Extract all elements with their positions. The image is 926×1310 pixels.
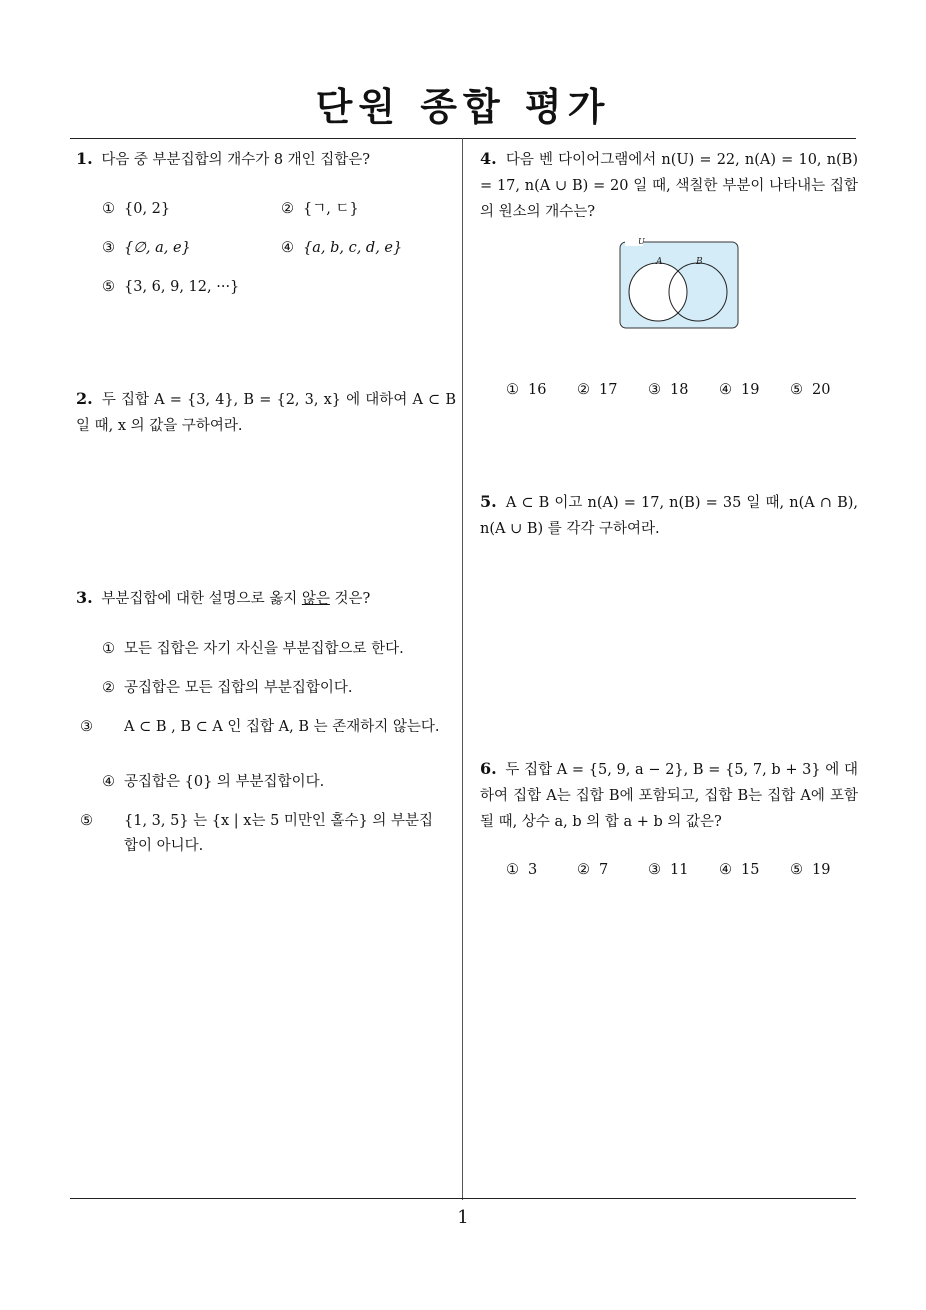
option-4[interactable] (281, 236, 402, 260)
option-text: {1, 3, 5} 는 {x | x는 5 미만인 홀수} 의 부분집합이 아니다. (124, 813, 434, 854)
option-number: ② (102, 680, 115, 696)
option-text: 20 (812, 382, 831, 398)
question-text: 부분집합에 대한 설명으로 옳지 (101, 591, 302, 607)
option-1[interactable] (102, 197, 170, 221)
option-number: ④ (281, 240, 294, 256)
option-text: 17 (599, 382, 618, 398)
set-a-circle (629, 263, 687, 321)
question-text-end: 것은? (329, 591, 371, 607)
question-number: 1. (76, 149, 93, 168)
option-2[interactable] (281, 197, 359, 221)
option-number: ④ (719, 382, 732, 398)
universe-label: U (638, 237, 645, 246)
set-b-label: B (696, 257, 703, 267)
option-number: ② (577, 382, 590, 398)
page-title: 단원 종합 평가 (315, 85, 611, 129)
option-text: 19 (812, 862, 831, 878)
option-5[interactable] (80, 809, 444, 859)
option-text: 3 (528, 862, 538, 878)
option-number: ⑤ (790, 382, 803, 398)
set-a-label: A (656, 257, 663, 267)
option-1[interactable] (506, 378, 546, 402)
option-1[interactable] (102, 637, 404, 661)
option-number: ⑤ (80, 813, 93, 829)
option-text: A ⊂ B , B ⊂ A 인 집합 A, B 는 존재하지 않는다. (124, 719, 440, 735)
question-2 (76, 386, 456, 439)
option-5[interactable] (790, 858, 830, 882)
question-3 (76, 585, 456, 612)
question-text: 다음 벤 다이어그램에서 n(U) = 22, n(A) = 10, n(B) = 17, n(A ∪ B) = 20 일 때, 색칠한 부분이 나타내는 집합의 원소의 개수는? (480, 152, 858, 220)
option-text: 16 (528, 382, 547, 398)
option-text: {a, b, c, d, e} (303, 240, 403, 256)
option-1[interactable] (506, 858, 537, 882)
question-text: 두 집합 A = {3, 4}, B = {2, 3, x} 에 대하여 A ⊂ B 일 때, x 의 값을 구하여라. (76, 392, 456, 434)
question-number: 6. (480, 759, 497, 778)
option-text: 모든 집합은 자기 자신을 부분집합으로 한다. (124, 641, 404, 657)
option-number: ③ (102, 240, 115, 256)
question-1 (76, 146, 456, 173)
option-number: ① (506, 862, 519, 878)
venn-diagram (618, 234, 742, 332)
footer-rule (70, 1198, 856, 1199)
option-number: ⑤ (102, 279, 115, 295)
option-number: ② (577, 862, 590, 878)
option-text: {3, 6, 9, 12, ···} (124, 279, 240, 295)
option-text: 공집합은 모든 집합의 부분집합이다. (124, 680, 353, 696)
option-number: ⑤ (790, 862, 803, 878)
option-2[interactable] (102, 676, 353, 700)
question-5 (480, 489, 858, 542)
option-text: {0, 2} (124, 201, 171, 217)
option-2[interactable] (577, 858, 608, 882)
header-rule (70, 138, 856, 139)
option-5[interactable] (790, 378, 830, 402)
option-2[interactable] (577, 378, 617, 402)
option-4[interactable] (719, 858, 759, 882)
option-number: ① (102, 201, 115, 217)
option-3[interactable] (102, 236, 191, 260)
question-number: 5. (480, 492, 497, 511)
option-text: 19 (741, 382, 760, 398)
option-number: ③ (80, 719, 93, 735)
question-4 (480, 146, 858, 225)
option-number: ① (506, 382, 519, 398)
question-number: 4. (480, 149, 497, 168)
option-number: ① (102, 641, 115, 657)
column-divider (462, 138, 463, 1200)
option-3[interactable] (648, 858, 688, 882)
question-number: 2. (76, 389, 93, 408)
option-text: {ㄱ, ㄷ} (303, 201, 359, 217)
question-text: 두 집합 A = {5, 9, a − 2}, B = {5, 7, b + 3} 에 대하여 집합 A는 집합 B에 포함되고, 집합 B는 집합 A에 포함될 때, 상수 a, b 의 합 a + b 의 값은? (480, 762, 858, 830)
question-text: A ⊂ B 이고 n(A) = 17, n(B) = 35 일 때, n(A ∩ B), n(A ∪ B) 를 각각 구하여라. (480, 495, 858, 537)
option-3[interactable] (648, 378, 688, 402)
option-text: 11 (670, 862, 689, 878)
option-number: ④ (102, 774, 115, 790)
option-3[interactable] (80, 715, 444, 740)
option-number: ③ (648, 862, 661, 878)
question-number: 3. (76, 588, 93, 607)
option-text: {∅, a, e} (124, 240, 191, 256)
option-5[interactable] (102, 275, 239, 299)
option-text: 공집합은 {0} 의 부분집합이다. (124, 774, 325, 790)
question-text: 다음 중 부분집합의 개수가 8 개인 집합은? (101, 152, 371, 168)
option-number: ③ (648, 382, 661, 398)
option-4[interactable] (102, 770, 324, 794)
option-text: 15 (741, 862, 760, 878)
option-number: ④ (719, 862, 732, 878)
question-6 (480, 756, 858, 835)
option-4[interactable] (719, 378, 759, 402)
page-number: 1 (457, 1207, 469, 1228)
option-number: ② (281, 201, 294, 217)
option-text: 18 (670, 382, 689, 398)
option-text: 7 (599, 862, 609, 878)
question-text-emphasis: 않은 (301, 591, 330, 607)
